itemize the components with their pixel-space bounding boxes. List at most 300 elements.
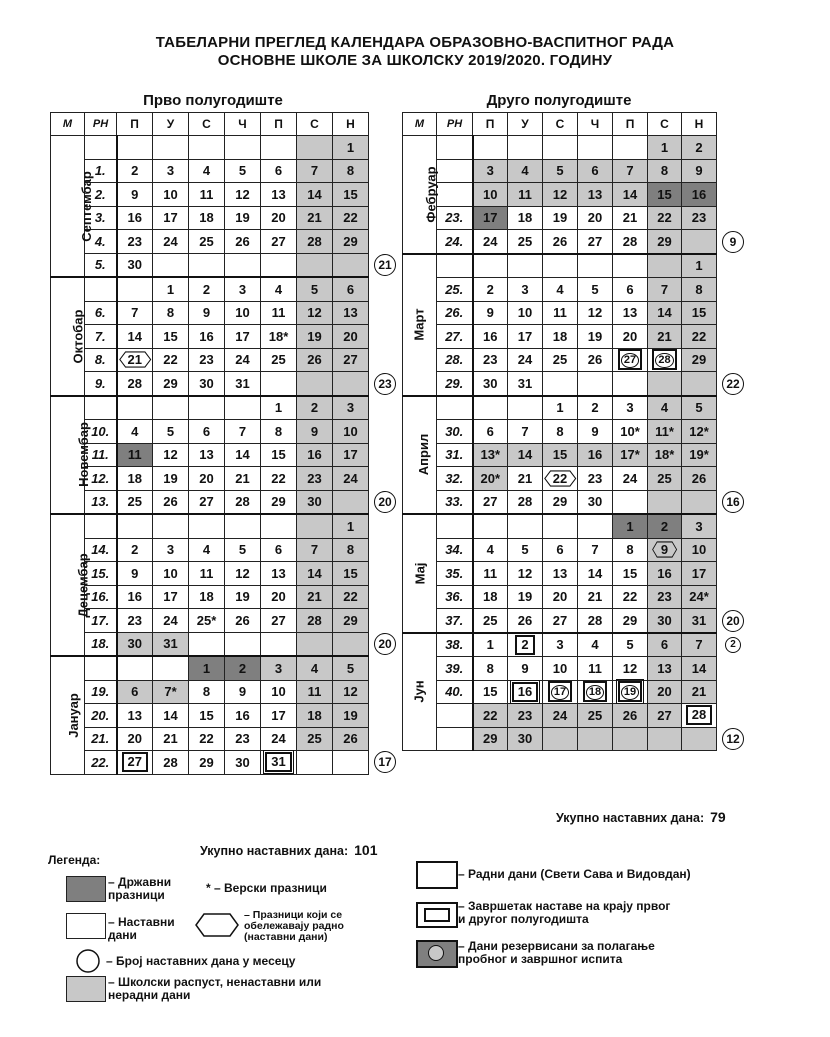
day-cell: 20 (189, 467, 225, 491)
day-cell: 21 (682, 680, 717, 704)
week-number (85, 656, 117, 680)
table-row (403, 372, 717, 396)
day-cell: 24 (508, 348, 543, 372)
week-number: 25. (437, 278, 473, 302)
day-cell (543, 514, 578, 538)
legend-school-break: – Школски распуст, ненаставни или нерадни дани (108, 975, 322, 1002)
day-cell: 3 (225, 277, 261, 301)
day-cell: 25* (189, 609, 225, 633)
day-cell (682, 490, 717, 514)
month-label: Децембар (51, 514, 85, 656)
day-cell: 30 (297, 490, 333, 514)
table-row (51, 467, 369, 491)
day-cell (682, 230, 717, 254)
header-day-2: С (189, 113, 225, 136)
day-cell: 17 (153, 585, 189, 609)
day-cell: 13* (473, 443, 508, 467)
day-cell: 21 (225, 467, 261, 491)
day-cell: 30 (473, 372, 508, 396)
day-cell: 4 (543, 278, 578, 302)
day-cell: 26 (543, 230, 578, 254)
day-cell: 26 (333, 727, 369, 751)
header-week-number: РН (437, 113, 473, 136)
day-cell: 9 (648, 538, 682, 562)
day-cell: 27 (261, 230, 297, 254)
header-day-2: С (543, 113, 578, 136)
day-cell: 23 (473, 348, 508, 372)
day-cell: 25 (297, 727, 333, 751)
legend-working-day-swatch (416, 861, 458, 889)
day-cell: 3 (613, 396, 648, 420)
day-cell: 16 (578, 443, 613, 467)
month-label: Јун (403, 633, 437, 751)
day-cell (578, 136, 613, 160)
day-cell: 30 (578, 490, 613, 514)
day-cell: 18 (189, 206, 225, 230)
day-cell: 14 (682, 657, 717, 681)
first-half-table (50, 112, 369, 775)
day-cell: 23 (297, 467, 333, 491)
day-cell: 31 (225, 372, 261, 396)
day-cell: 16 (189, 325, 225, 349)
day-cell: 2 (117, 159, 153, 183)
day-cell: 18 (473, 585, 508, 609)
day-cell (473, 254, 508, 278)
table-row (403, 490, 717, 514)
day-cell: 18 (297, 704, 333, 728)
day-cell (682, 727, 717, 751)
legend-working-holidays: – Празници који се обележавају радно (наставни дани) (244, 909, 344, 943)
day-cell: 30 (648, 609, 682, 633)
day-cell (648, 372, 682, 396)
day-cell (613, 372, 648, 396)
day-cell: 8 (153, 301, 189, 325)
day-cell: 20 (261, 206, 297, 230)
day-cell: 1 (261, 396, 297, 420)
table-row (403, 609, 717, 633)
week-number: 5. (85, 253, 117, 277)
week-number: 15. (85, 562, 117, 586)
table-row (51, 301, 369, 325)
day-cell: 22 (648, 206, 682, 230)
day-cell (261, 632, 297, 656)
day-cell: 15 (189, 704, 225, 728)
week-number: 24. (437, 230, 473, 254)
month-day-count: 16 (722, 491, 744, 513)
day-cell: 18 (189, 585, 225, 609)
day-cell: 3 (153, 538, 189, 562)
day-cell: 21 (508, 467, 543, 491)
day-cell: 12 (297, 301, 333, 325)
second-half-table (402, 112, 717, 751)
day-cell: 24 (613, 467, 648, 491)
legend-hexagon-icon (195, 913, 239, 937)
table-row (51, 230, 369, 254)
day-cell: 12 (508, 562, 543, 586)
day-cell: 1 (189, 656, 225, 680)
day-cell (543, 136, 578, 160)
table-row (403, 467, 717, 491)
day-cell (297, 514, 333, 538)
day-cell: 7 (297, 538, 333, 562)
day-cell: 15 (648, 183, 682, 207)
day-cell (543, 254, 578, 278)
day-cell (508, 254, 543, 278)
day-cell (473, 396, 508, 420)
day-cell: 17 (225, 325, 261, 349)
day-cell: 2 (648, 514, 682, 538)
week-number: 3. (85, 206, 117, 230)
header-month: М (403, 113, 437, 136)
day-cell: 28 (682, 704, 717, 728)
day-cell: 7 (578, 538, 613, 562)
day-cell (613, 254, 648, 278)
day-cell (189, 136, 225, 160)
table-row (403, 680, 717, 704)
day-cell: 2 (225, 656, 261, 680)
table-row (403, 325, 717, 349)
day-cell: 12 (225, 562, 261, 586)
day-cell: 29 (473, 727, 508, 751)
day-cell: 29 (682, 348, 717, 372)
day-cell: 10* (613, 420, 648, 444)
legend-exam-swatch (416, 940, 458, 968)
day-cell (153, 656, 189, 680)
day-cell: 13 (261, 183, 297, 207)
day-cell: 1 (333, 514, 369, 538)
day-cell (543, 727, 578, 751)
table-row (403, 657, 717, 681)
table-row (403, 514, 717, 538)
day-cell: 21 (648, 325, 682, 349)
day-cell: 25 (578, 704, 613, 728)
week-number (437, 136, 473, 160)
day-cell: 28 (153, 751, 189, 775)
second-half-title: Друго полугодиште (486, 92, 632, 109)
day-cell (297, 751, 333, 775)
week-number: 13. (85, 490, 117, 514)
day-cell: 26 (225, 609, 261, 633)
day-cell: 24 (473, 230, 508, 254)
day-cell: 12 (333, 680, 369, 704)
header-day-0: П (473, 113, 508, 136)
day-cell: 6 (261, 159, 297, 183)
day-cell: 25 (543, 348, 578, 372)
day-cell: 11 (261, 301, 297, 325)
day-cell: 19 (225, 585, 261, 609)
day-cell: 10 (225, 301, 261, 325)
month-label: Новембар (51, 396, 85, 515)
day-cell: 6 (578, 159, 613, 183)
table-row (51, 609, 369, 633)
legend-teaching-days: – Наставни дани (108, 915, 175, 942)
week-number: 32. (437, 467, 473, 491)
week-day-count: 2 (725, 637, 741, 653)
table-row (51, 632, 369, 656)
day-cell: 28 (613, 230, 648, 254)
day-cell: 1 (333, 136, 369, 160)
day-cell: 23 (682, 206, 717, 230)
day-cell: 13 (578, 183, 613, 207)
day-cell: 17 (261, 704, 297, 728)
day-cell: 1 (613, 514, 648, 538)
day-cell: 9 (682, 159, 717, 183)
day-cell (297, 372, 333, 396)
table-row (51, 443, 369, 467)
week-number: 26. (437, 301, 473, 325)
month-day-count: 23 (374, 373, 396, 395)
day-cell: 21 (117, 348, 153, 372)
day-cell: 16 (117, 585, 153, 609)
first-half-title: Прво полугодиште (143, 92, 283, 109)
table-row (51, 751, 369, 775)
document-title-line1: ТАБЕЛАРНИ ПРЕГЛЕД КАЛЕНДАРА ОБРАЗОВНО-ВАСПИТНОГ РАДА (155, 34, 675, 51)
week-number: 14. (85, 538, 117, 562)
month-day-count: 20 (374, 491, 396, 513)
day-cell: 8 (261, 420, 297, 444)
day-cell: 1 (543, 396, 578, 420)
day-cell: 13 (261, 562, 297, 586)
day-cell: 4 (261, 277, 297, 301)
day-cell (189, 514, 225, 538)
week-number (85, 277, 117, 301)
second-half-total: Укупно наставних дана: 79 (556, 809, 726, 825)
day-cell: 28 (297, 609, 333, 633)
day-cell: 8 (333, 159, 369, 183)
day-cell: 18 (508, 206, 543, 230)
table-row (51, 490, 369, 514)
day-cell: 16 (682, 183, 717, 207)
day-cell (297, 253, 333, 277)
day-cell: 9 (508, 657, 543, 681)
day-cell: 14 (153, 704, 189, 728)
table-row (51, 253, 369, 277)
day-cell: 21 (297, 206, 333, 230)
day-cell: 19 (333, 704, 369, 728)
day-cell (333, 490, 369, 514)
day-cell: 24 (153, 609, 189, 633)
day-cell: 16 (225, 704, 261, 728)
header-day-5: С (297, 113, 333, 136)
table-row (51, 514, 369, 538)
day-cell: 18 (117, 467, 153, 491)
day-cell: 17 (682, 562, 717, 586)
day-cell: 4 (189, 538, 225, 562)
legend-end-swatch (416, 902, 458, 928)
table-row (403, 183, 717, 207)
day-cell (648, 727, 682, 751)
week-number (437, 704, 473, 728)
day-cell: 12* (682, 420, 717, 444)
day-cell: 10 (153, 562, 189, 586)
month-label: Септембар (51, 136, 85, 278)
day-cell: 15 (613, 562, 648, 586)
day-cell: 15 (261, 443, 297, 467)
week-number (437, 183, 473, 207)
day-cell: 12 (225, 183, 261, 207)
day-cell: 12 (153, 443, 189, 467)
day-cell (508, 136, 543, 160)
day-cell: 28 (225, 490, 261, 514)
legend-break-swatch (66, 976, 106, 1002)
day-cell (333, 632, 369, 656)
day-cell: 23 (225, 727, 261, 751)
day-cell: 17* (613, 443, 648, 467)
day-cell: 16 (297, 443, 333, 467)
day-cell: 10 (682, 538, 717, 562)
day-cell: 5 (225, 538, 261, 562)
day-cell: 31 (682, 609, 717, 633)
day-cell: 9 (473, 301, 508, 325)
day-cell (189, 253, 225, 277)
day-cell: 10 (508, 301, 543, 325)
day-cell: 14 (578, 562, 613, 586)
week-number: 39. (437, 657, 473, 681)
day-cell: 22 (682, 325, 717, 349)
day-cell: 8 (648, 159, 682, 183)
week-number: 34. (437, 538, 473, 562)
day-cell: 14 (648, 301, 682, 325)
day-cell: 28 (508, 490, 543, 514)
day-cell (117, 514, 153, 538)
day-cell: 3 (261, 656, 297, 680)
day-cell: 26 (297, 348, 333, 372)
table-row (51, 136, 369, 160)
day-cell: 10 (261, 680, 297, 704)
day-cell: 5 (153, 420, 189, 444)
table-row (403, 278, 717, 302)
day-cell (473, 514, 508, 538)
first-half-total: Укупно наставних дана: 101 (200, 842, 378, 858)
day-cell: 17 (473, 206, 508, 230)
day-cell: 22 (333, 585, 369, 609)
day-cell: 7 (225, 420, 261, 444)
header-day-1: У (508, 113, 543, 136)
day-cell: 18* (648, 443, 682, 467)
day-cell: 20 (648, 680, 682, 704)
legend-working-days: – Радни дани (Свети Сава и Видовдан) (458, 867, 691, 881)
day-cell (578, 727, 613, 751)
day-cell (225, 396, 261, 420)
day-cell: 29 (153, 372, 189, 396)
day-cell: 2 (297, 396, 333, 420)
week-number: 2. (85, 183, 117, 207)
document-title-line2: ОСНОВНЕ ШКОЛЕ ЗА ШКОЛСКУ 2019/2020. ГОДИНУ (217, 52, 613, 69)
day-cell: 9 (578, 420, 613, 444)
week-number (437, 396, 473, 420)
day-cell (508, 396, 543, 420)
header-day-6: Н (682, 113, 717, 136)
day-cell: 3 (543, 633, 578, 657)
table-row (403, 538, 717, 562)
day-cell: 29 (333, 609, 369, 633)
day-cell: 11 (189, 562, 225, 586)
day-cell: 20 (578, 206, 613, 230)
day-cell (261, 253, 297, 277)
table-row (403, 396, 717, 420)
day-cell: 2 (189, 277, 225, 301)
day-cell: 25 (473, 609, 508, 633)
day-cell: 7 (297, 159, 333, 183)
table-row (51, 206, 369, 230)
table-row (51, 704, 369, 728)
day-cell: 3 (333, 396, 369, 420)
day-cell: 28 (297, 230, 333, 254)
table-row (51, 348, 369, 372)
day-cell: 19 (297, 325, 333, 349)
legend-state-holiday-swatch (66, 876, 106, 902)
day-cell: 4 (117, 420, 153, 444)
day-cell: 4 (297, 656, 333, 680)
day-cell (333, 372, 369, 396)
day-cell (543, 372, 578, 396)
day-cell: 30 (117, 632, 153, 656)
day-cell (225, 253, 261, 277)
table-row (403, 348, 717, 372)
day-cell: 9 (225, 680, 261, 704)
table-row (403, 633, 717, 657)
header-day-6: Н (333, 113, 369, 136)
day-cell: 11 (473, 562, 508, 586)
day-cell: 4 (189, 159, 225, 183)
month-day-count: 21 (374, 254, 396, 276)
day-cell (189, 632, 225, 656)
day-cell: 30 (117, 253, 153, 277)
day-cell: 3 (153, 159, 189, 183)
day-cell: 15 (682, 301, 717, 325)
header-day-5: С (648, 113, 682, 136)
day-cell: 19 (225, 206, 261, 230)
day-cell: 11* (648, 420, 682, 444)
week-number: 36. (437, 585, 473, 609)
day-cell: 30 (508, 727, 543, 751)
day-cell: 17 (543, 680, 578, 704)
legend-religious-holidays: * – Верски празници (206, 881, 327, 895)
day-cell: 24 (333, 467, 369, 491)
week-number (437, 514, 473, 538)
day-cell: 16 (648, 562, 682, 586)
day-cell (261, 514, 297, 538)
day-cell: 1 (153, 277, 189, 301)
table-row (403, 562, 717, 586)
day-cell: 5 (225, 159, 261, 183)
day-cell: 19 (613, 680, 648, 704)
month-day-count: 22 (722, 373, 744, 395)
week-number (437, 727, 473, 751)
legend-end-of-teaching: – Завршетак наставе на крају првог и другог полугодишта (458, 899, 671, 926)
day-cell: 23 (189, 348, 225, 372)
day-cell: 2 (508, 633, 543, 657)
day-cell: 18 (578, 680, 613, 704)
month-day-count: 12 (722, 728, 744, 750)
day-cell: 10 (333, 420, 369, 444)
day-cell: 14 (225, 443, 261, 467)
day-cell: 14 (297, 562, 333, 586)
day-cell: 8 (189, 680, 225, 704)
day-cell: 31 (261, 751, 297, 775)
day-cell: 19 (153, 467, 189, 491)
week-number: 18. (85, 632, 117, 656)
week-number: 11. (85, 443, 117, 467)
day-cell: 21 (613, 206, 648, 230)
day-cell: 26 (682, 467, 717, 491)
month-label: Октобар (51, 277, 85, 396)
legend-circle-icon (75, 948, 101, 974)
day-cell (153, 136, 189, 160)
header-week-number: РН (85, 113, 117, 136)
day-cell: 17 (153, 206, 189, 230)
day-cell: 19 (543, 206, 578, 230)
